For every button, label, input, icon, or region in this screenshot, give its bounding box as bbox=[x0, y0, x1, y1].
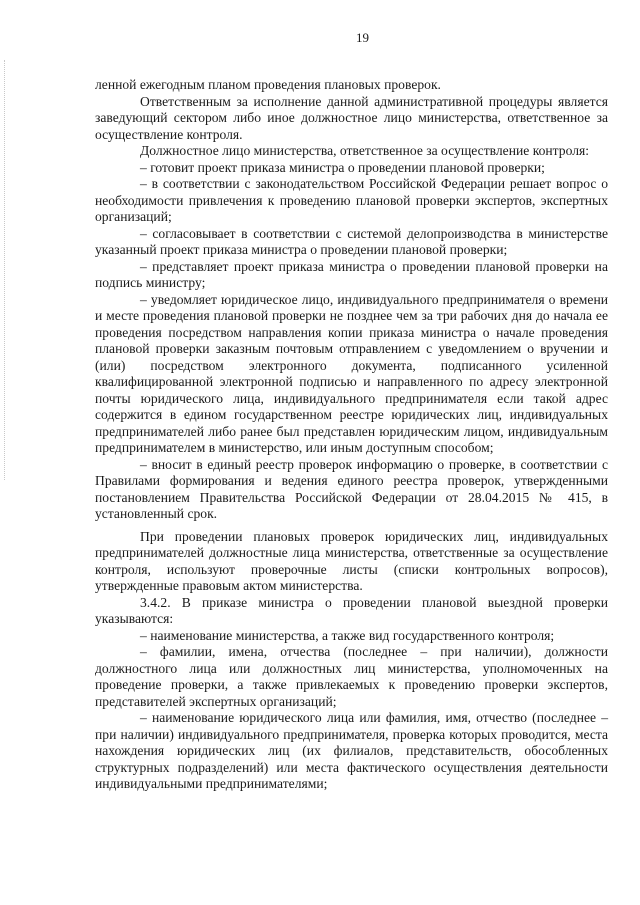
paragraph-p1: Ответственным за исполнение данной административной процедуры является заведующий сектором либо иное должностное лицо министерства, ответственное за осуществление контроля. bbox=[95, 93, 608, 142]
paragraph-p8: – вносит в единый реестр проверок информацию о проверке, в соответствии с Правилами формирования и ведения единого реестра проверок, утвержденными постановлением Правительства Российской Федерации от 28.04.2015 № 415, в установленный срок. bbox=[95, 456, 608, 521]
paragraph-p13: – наименование юридического лица или фамилия, имя, отчество (последнее – при наличии) индивидуального предпринимателя, проверка которых проводится, места нахождения юридических лиц (их филиалов, представительств, обособленных структурных подразделений) или места фактического осуществления деятельности индивидуальными предпринимателями; bbox=[95, 710, 608, 791]
paragraph-p12: – фамилии, имена, отчества (последнее – при наличии), должности должностного лица или должностных лиц министерства, уполномоченных на проведение проверки, а также привлекаемых к проведению проверки экспертов, представителей экспертных организаций; bbox=[95, 644, 608, 709]
paragraph-p11: – наименование министерства, а также вид государственного контроля; bbox=[140, 627, 555, 643]
paragraph-p9: При проведении плановых проверок юридических лиц, индивидуальных предпринимателей должностные лица министерства, ответственные за осуществление контроля, используют проверочные листы (списки контрольных вопросов), утвержденные правовым актом министерства. bbox=[95, 528, 608, 593]
paragraph-p5: – согласовывает в соответствии с системой делопроизводства в министерстве указанный проект приказа министра о проведении плановой проверки; bbox=[95, 225, 608, 257]
paragraph-p7: – уведомляет юридическое лицо, индивидуального предпринимателя о времени и месте проведения плановой проверки не позднее чем за три рабочих дня до начала ее проведения посредством направления копии приказа министра о начале проведения плановой проверки заказным почтовым отправлением с уведомлением о вручении и (или) посредством электронного документа, подписанного усиленной квалифицированной электронной подписью и направленного по адресу электронной почты юридического лица, индивидуального предпринимателя если такой адрес содержится в едином государственном реестре юридических лиц, индивидуальных предпринимателей либо ранее был представлен юридическим лицом, индивидуальным предпринимателем в министерство, или иным доступным способом; bbox=[95, 291, 608, 455]
page-number: 19 bbox=[356, 30, 369, 45]
paragraph-p0: ленной ежегодным планом проведения плановых проверок. bbox=[95, 77, 441, 92]
document-body bbox=[95, 77, 608, 793]
paragraph-p6: – представляет проект приказа министра о проведении плановой проверки на подпись министру; bbox=[95, 258, 608, 290]
paragraph-p3: – готовит проект приказа министра о проведении плановой проверки; bbox=[140, 159, 545, 175]
paragraph-p10: 3.4.2. В приказе министра о проведении плановой выездной проверки указываются: bbox=[95, 594, 608, 626]
paragraph-p4: – в соответствии с законодательством Российской Федерации решает вопрос о необходимости привлечения к проведению плановой проверки экспертов, экспертных организаций; bbox=[95, 176, 608, 224]
scan-margin-mark bbox=[4, 60, 6, 480]
paragraph-p2: Должностное лицо министерства, ответственное за осуществление контроля: bbox=[140, 143, 590, 158]
